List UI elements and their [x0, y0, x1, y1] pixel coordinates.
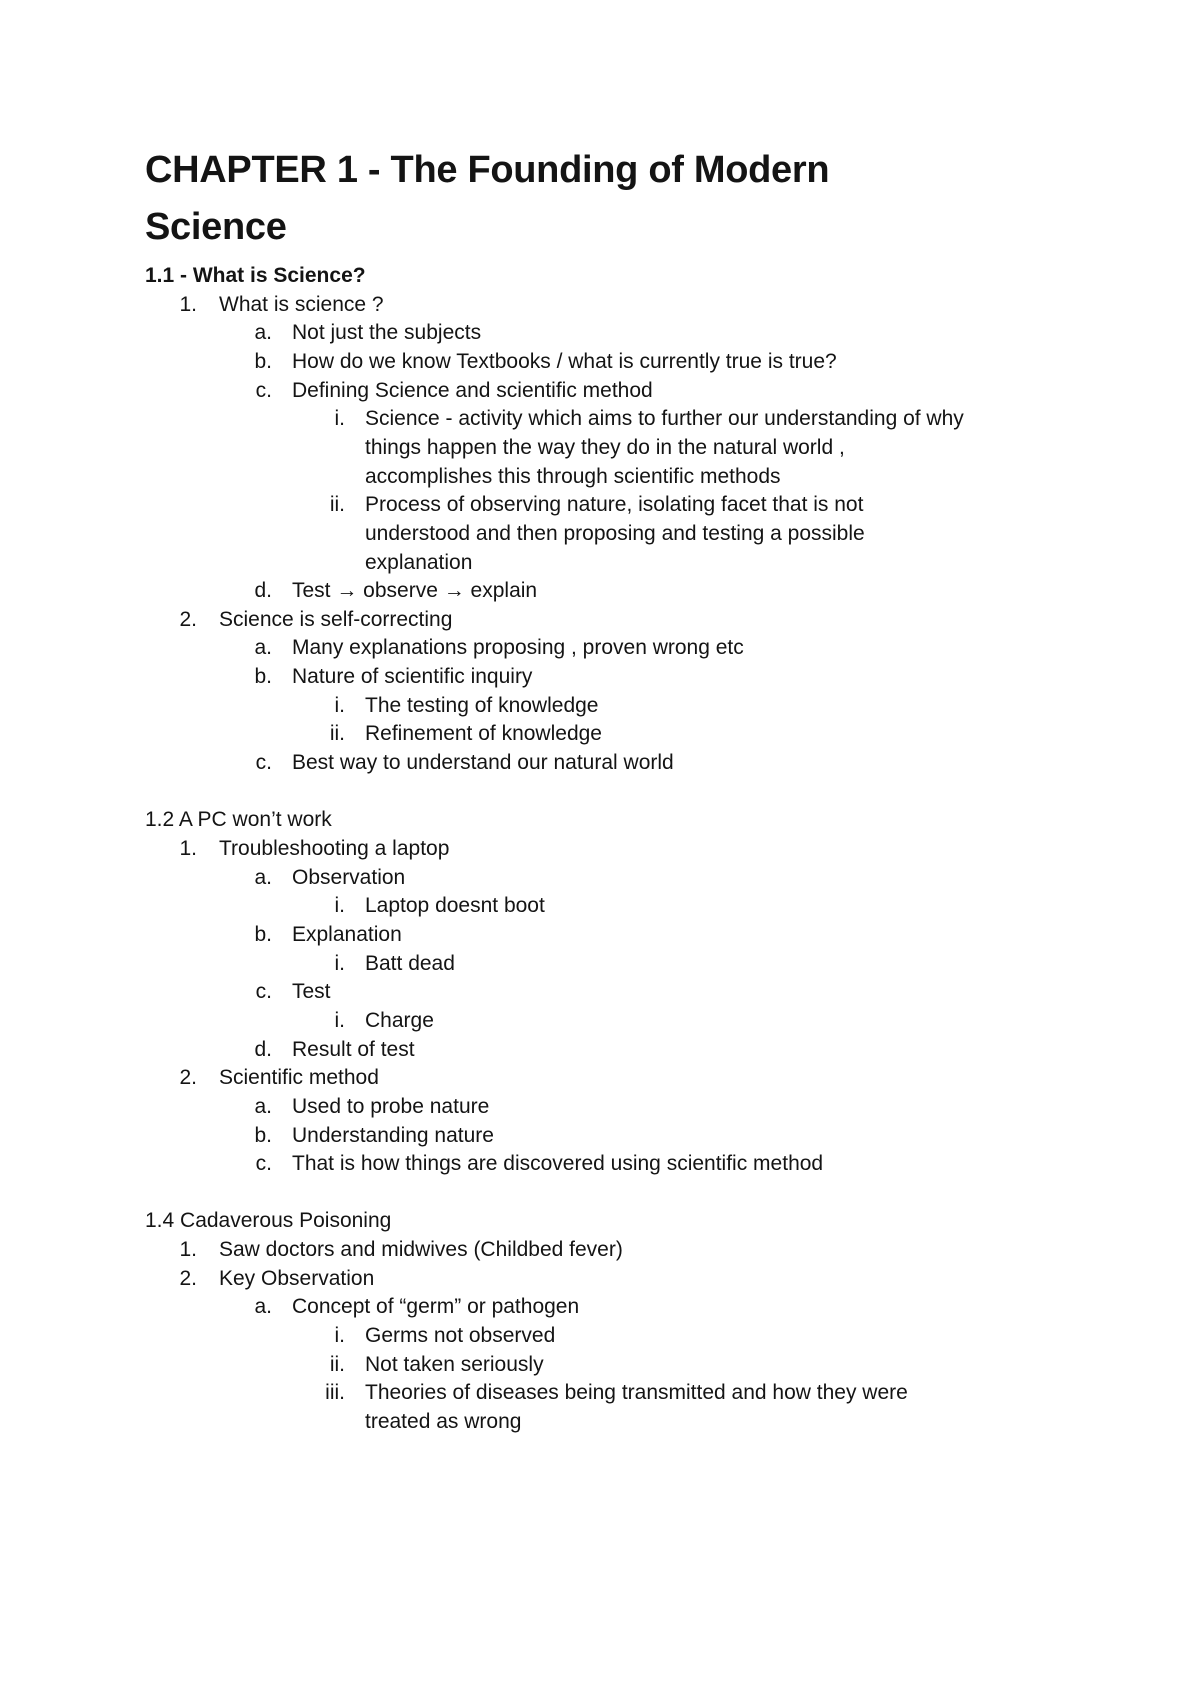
list-marker: i.	[334, 951, 345, 975]
outline-item-text: Not taken seriously	[365, 1352, 544, 1376]
outline-item-text: Nature of scientific inquiry	[292, 665, 533, 689]
list-marker: iii.	[325, 1381, 345, 1405]
list-marker: i.	[334, 1008, 345, 1032]
outline-item-text: Troubleshooting a laptop	[219, 837, 450, 860]
outline-item-text: Used to probe nature	[292, 1094, 490, 1118]
outline-item-text: Explanation	[292, 922, 402, 946]
outline-item-text: Science - activity which aims to further our understanding of why	[365, 407, 964, 431]
list-marker: b.	[254, 349, 272, 373]
list-marker: d.	[254, 579, 272, 603]
outline-item-text: What is science ?	[219, 292, 384, 316]
outline-item-text: Test → observe → explain	[292, 579, 538, 603]
outline-item-text: Batt dead	[365, 951, 455, 975]
outline-item-text: accomplishes this through scientific methods	[365, 464, 781, 488]
outline-item-text: treated as wrong	[365, 1410, 522, 1433]
list-marker: 1.	[179, 292, 197, 316]
outline-item-text: Defining Science and scientific method	[292, 378, 653, 402]
outline-item-text: Laptop doesnt boot	[365, 894, 545, 918]
outline-item-text: Best way to understand our natural world	[292, 751, 674, 775]
list-marker: b.	[254, 922, 272, 946]
outline-item-text: Theories of diseases being transmitted and how they were	[365, 1381, 908, 1405]
outline-item-text: understood and then proposing and testing a possible	[365, 521, 865, 545]
outline-item-text: How do we know Textbooks / what is currently true is true?	[292, 349, 837, 373]
outline-item-text: Charge	[365, 1008, 434, 1032]
list-marker: i.	[334, 407, 345, 431]
title-line-2: Science	[145, 206, 287, 248]
outline-item-text: Scientific method	[219, 1066, 379, 1090]
list-marker: ii.	[329, 493, 345, 517]
list-marker: i.	[334, 1324, 345, 1348]
list-marker: a.	[254, 1094, 272, 1118]
outline-item-text: Refinement of knowledge	[365, 722, 602, 746]
list-marker: a.	[254, 1295, 272, 1319]
outline-item-text: explanation	[365, 550, 473, 574]
list-marker: ii.	[329, 1352, 345, 1376]
list-marker: 1.	[179, 837, 197, 860]
title-line-1: CHAPTER 1 - The Founding of Modern	[145, 149, 830, 191]
list-marker: a.	[254, 865, 272, 889]
list-marker: c.	[255, 751, 272, 775]
outline-item-text: Process of observing nature, isolating facet that is not	[365, 493, 864, 517]
outline-item-text: That is how things are discovered using scientific method	[292, 1152, 824, 1176]
outline-item-text: Observation	[292, 865, 406, 889]
list-marker: c.	[255, 1152, 272, 1176]
list-marker: 1.	[179, 1238, 197, 1262]
list-marker: d.	[254, 1037, 272, 1061]
list-marker: c.	[255, 378, 272, 402]
outline-item-text: Key Observation	[219, 1266, 375, 1290]
section-heading: 1.1 - What is Science?	[145, 264, 366, 287]
outline-item-text: Understanding nature	[292, 1123, 494, 1147]
list-marker: a.	[254, 321, 272, 345]
list-marker: b.	[254, 1123, 272, 1147]
outline-item-text: things happen the way they do in the natural world ,	[365, 435, 845, 459]
list-marker: ii.	[329, 722, 345, 746]
list-marker: c.	[255, 980, 272, 1004]
list-marker: b.	[254, 665, 272, 689]
section-heading: 1.2 A PC won’t work	[145, 808, 332, 832]
outline-item-text: Germs not observed	[365, 1324, 556, 1348]
outline-item-text: Science is self-correcting	[219, 607, 453, 631]
list-marker: 2.	[179, 1066, 197, 1090]
list-marker: i.	[334, 693, 345, 717]
outline-item-text: Concept of “germ” or pathogen	[292, 1295, 580, 1319]
outline-item-text: Saw doctors and midwives (Childbed fever)	[219, 1238, 623, 1262]
outline-item-text: Test	[292, 980, 331, 1004]
list-marker: i.	[334, 894, 345, 918]
outline-item-text: Result of test	[292, 1037, 415, 1061]
list-marker: 2.	[179, 1266, 197, 1290]
list-marker: 2.	[179, 607, 197, 631]
list-marker: a.	[254, 636, 272, 660]
outline-item-text: Many explanations proposing , proven wrong etc	[292, 636, 744, 660]
section-heading: 1.4 Cadaverous Poisoning	[145, 1209, 392, 1233]
page-title	[145, 142, 1045, 256]
outline-item-text: The testing of knowledge	[365, 693, 599, 717]
outline-item-text: Not just the subjects	[292, 321, 482, 345]
